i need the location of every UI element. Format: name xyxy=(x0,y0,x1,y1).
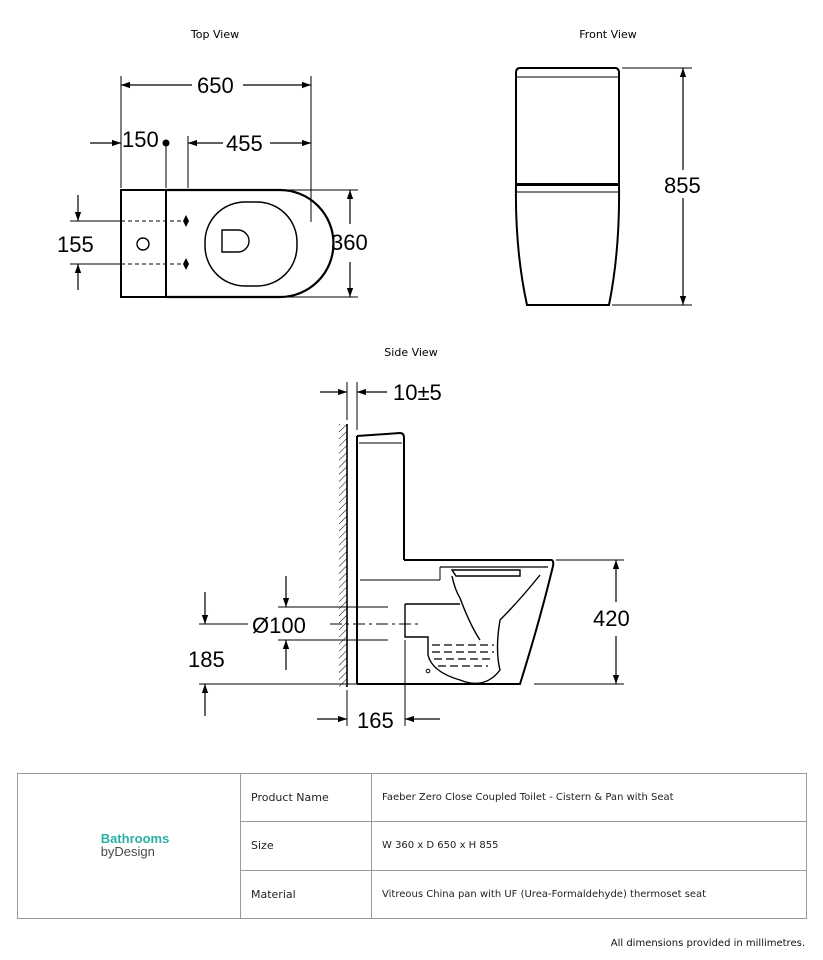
dim-455: 455 xyxy=(226,131,263,156)
spec-value: W 360 x D 650 x H 855 xyxy=(372,822,807,870)
spec-label: Product Name xyxy=(241,774,372,822)
front-view-title: Front View xyxy=(579,28,637,41)
dim-wall-gap: 10±5 xyxy=(393,380,442,405)
logo-line1: Bathrooms xyxy=(100,831,170,846)
top-view-title: Top View xyxy=(190,28,240,41)
logo-cell xyxy=(18,774,241,919)
spec-label: Size xyxy=(241,822,372,870)
spec-label: Material xyxy=(241,870,372,918)
spec-value: Vitreous China pan with UF (Urea-Formaldehyde) thermoset seat xyxy=(372,870,807,918)
spec-row xyxy=(18,774,807,822)
spec-table xyxy=(17,773,807,919)
dim-outlet-diameter: Ø100 xyxy=(252,613,306,638)
dim-420: 420 xyxy=(593,606,630,631)
side-view-title: Side View xyxy=(384,346,438,359)
dimensions-footnote: All dimensions provided in millimetres. xyxy=(610,938,805,949)
dim-650: 650 xyxy=(197,73,234,98)
dim-855: 855 xyxy=(664,173,701,198)
dim-155: 155 xyxy=(57,232,94,257)
dim-360: 360 xyxy=(331,230,368,255)
dim-185: 185 xyxy=(188,647,225,672)
side-view-drawing xyxy=(199,382,624,726)
brand-logo xyxy=(101,832,170,858)
top-view-drawing xyxy=(70,76,358,297)
logo-line2: byDesign xyxy=(100,844,155,859)
dim-150: 150 xyxy=(122,127,159,152)
spec-value: Faeber Zero Close Coupled Toilet - Cistern & Pan with Seat xyxy=(372,774,807,822)
dim-165: 165 xyxy=(357,708,394,733)
